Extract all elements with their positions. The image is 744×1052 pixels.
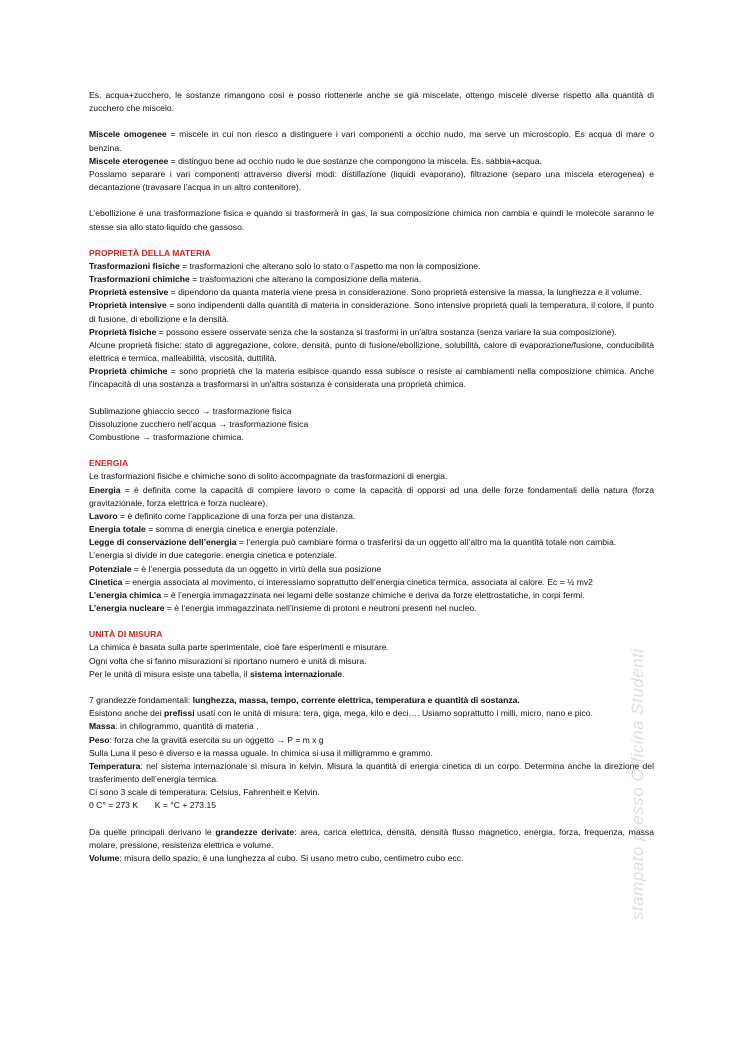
paragraph: Volume: misura dello spazio, è una lunghezza al cubo. Si usano metro cubo, centimetro cubo ecc. [89,852,464,863]
paragraph: Es. acqua+zucchero, le sostanze rimangono così e posso riottenerle anche se già miscelate, ottengo miscele diverse rispetto alla quantità di zucchero che miscelo. [89,90,654,114]
paragraph: Cinetica = energia associata al movimento, ci interessiamo soprattutto dell’energia cinetica termica, associata al calore. Ec = ½ mv2 [89,576,593,587]
paragraph: Le trasformazioni fisiche e chimiche sono di solito accompagnate da trasformazioni di energia. [89,471,448,482]
paragraph: Sublimazione ghiaccio secco → trasformazione fisica [89,405,292,416]
paragraph: Legge di conservazione dell’energia = l’energia può cambiare forma o trasferirsi da un oggetto all’altro ma la quantità totale non cambia. [89,537,617,548]
paragraph: Massa: in chilogrammo, quantità di materia . [89,721,259,732]
paragraph: Ci sono 3 scale di temperatura: Celsius, Fahrenheit e Kelvin. [89,787,320,798]
paragraph: Energia totale = somma di energia cinetica e energia potenziale. [89,524,338,535]
paragraph: Ogni volta che si fanno misurazioni si riportano numero e unità di misura. [89,655,367,666]
paragraph: La chimica è basata sulla parte sperimentale, cioè fare esperimenti e misurare. [89,642,389,653]
paragraph: Lavoro = è definito come l’applicazione di una forza per una distanza. [89,510,356,521]
paragraph: Possiamo separare i vari componenti attraverso diversi modi: distillazione (liquidi evaporano), filtrazione (separo una miscela eterogenea) e decantazione (travasare l’acqua in un altro contenitore). [89,168,654,193]
paragraph: Trasformazioni fisiche = trasformazioni che alterano solo lo stato o l’aspetto ma non la composizione. [89,260,481,271]
paragraph: Alcune proprietà fisiche: stato di aggregazione, colore, densità, punto di fusione/ebollizione, solubilità, calore di evaporazione/fusione, conducibilità elettrica e termica, malleabilità, viscosità, duttilità. [89,339,654,364]
paragraph: L’energia si divide in due categorie: energia cinetica e potenziale. [89,550,337,561]
paragraph: Sulla Luna il peso è diverso e la massa uguale. In chimica si usa il milligrammo e grammo. [89,747,433,758]
paragraph: Miscele eterogenee = distinguo bene ad occhio nudo le due sostanze che compongono la miscela. Es. sabbia+acqua. [89,155,542,166]
paragraph: L’ebollizione è una trasformazione fisica e quando si trasformerà in gas, la sua composizione chimica non cambia e quindi le molecole saranno le stesse sia allo stato liquido che gassoso. [89,208,654,232]
paragraph: Da quelle principali derivano le grandezze derivate: area, carica elettrica, densità, densità flusso magnetico, energia, forza, frequenza, massa molare, pressione, resistenza elettrica e volume. [89,826,654,850]
paragraph: L’energia nucleare = è l’energia immagazzinata nell’insieme di protoni e neutroni presenti nel nucleo. [89,603,477,614]
document-page [89,89,654,865]
section-heading: UNITÀ DI MISURA [89,629,163,640]
paragraph: Energia = è definita come la capacità di compiere lavoro o come la capacità di opporsi ad una delle forze fondamentali della natura (forza gravitazionale, forza elettrica e forza nucleare). [89,484,654,508]
paragraph: Proprietà fisiche = possono essere osservate senza che la sostanza si trasformi in un'altra sostanza (senza variare la sua composizione). [89,326,617,337]
paragraph: Combustione → trasformazione chimica. [89,432,244,442]
paragraph: Trasformazioni chimiche = trasformazioni che alterano la composizione della materia. [89,274,422,285]
watermark: stampato presso Officina Studenti [628,648,647,920]
paragraph: Dissoluzione zucchero nell’acqua → trasformazione fisica [89,418,309,429]
paragraph: Esistono anche dei prefissi usati con le unità di misura: tera, giga, mega, kilo e deci…. Usiamo soprattutto i milli, micro, nano e pico. [89,708,593,719]
paragraph: Proprietà intensive = sono indipendenti dalla quantità di materia in considerazione. Sono intensive proprietà quali la temperatura, il colore, il punto di fusione, di ebollizione e la densità. [89,300,655,324]
paragraph: Per le unità di misura esiste una tabella, il sistema internazionale. [89,668,345,679]
section-heading: ENERGIA [89,458,129,469]
paragraph: Proprietà estensive = dipendono da quanta materia viene presa in considerazione. Sono proprietà estensive la massa, la lunghezza e il volume. [89,287,642,298]
paragraph: Temperatura: nel sistema internazionale si misura in kelvin. Misura la quantità di energia cinetica di un corpo. Determina anche la direzione del trasferimento dell’energia termica. [89,760,654,785]
paragraph: Peso: forza che la gravità esercita su un oggetto → P = m x g [89,734,324,745]
paragraph: 0 C° = 273 K K = °C + 273.15 [89,800,217,811]
paragraph: Proprietà chimiche = sono proprietà che la materia esibisce quando essa subisce o resiste ai cambiamenti nella composizione chimica. Anche l'incapacità di una sostanza a trasformarsi in un'altra sostanza è considerata una proprietà chimica. [89,366,654,390]
paragraph: Miscele omogenee = miscele in cui non riesco a distinguere i vari componenti a occhio nudo, ma serve un microscopio. Es acqua di mare o benzina. [89,129,654,153]
paragraph: 7 grandezze fondamentali: lunghezza, massa, tempo, corrente elettrica, temperatura e quantità di sostanza. [89,695,520,706]
paragraph: Potenziale = è l’energia posseduta da un oggetto in virtù della sua posizione [89,563,382,574]
paragraph: L’energia chimica = è l’energia immagazzinata nei legami delle sostanze chimiche e deriva da forze elettrostatiche, in corpi fermi. [89,589,585,600]
section-heading: PROPRIETÀ DELLA MATERIA [89,247,211,258]
